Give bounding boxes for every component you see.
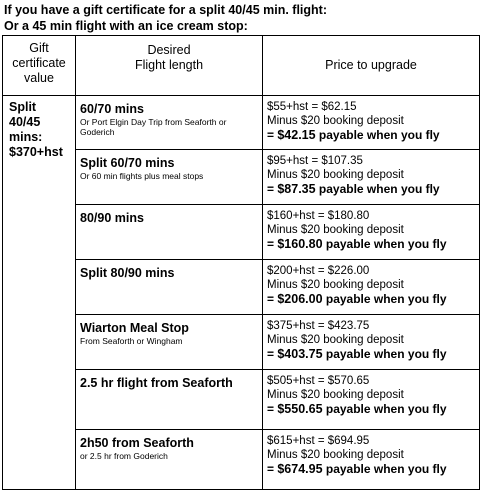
flight-length-cell (76, 96, 263, 150)
flight-name: 2.5 hr flight from Seaforth (80, 376, 233, 390)
payable-prefix: = (267, 347, 278, 361)
payable-suffix: payable when you fly (322, 462, 447, 476)
flight-name: 60/70 mins (80, 102, 144, 116)
payable-prefix: = (267, 182, 278, 196)
price-cell (263, 260, 480, 315)
column-header-gift-certificate (3, 36, 76, 96)
flight-length-cell (76, 315, 263, 370)
payable-prefix: = (267, 292, 278, 306)
payable-suffix: payable when you fly (315, 182, 440, 196)
payable-amount: $206.00 (277, 292, 323, 306)
booking-deposit: Minus $20 booking deposit (267, 448, 404, 461)
booking-deposit: Minus $20 booking deposit (267, 278, 404, 291)
flight-name: 2h50 from Seaforth (80, 436, 194, 450)
flight-name: 80/90 mins (80, 211, 144, 225)
column-header-label: Desired Flight length (134, 43, 204, 72)
payable-suffix: payable when you fly (322, 292, 447, 306)
flight-note: Or 60 min flights plus meal stops (80, 171, 204, 181)
payable-amount: $160.80 (277, 237, 323, 251)
flight-note: or 2.5 hr from Goderich (80, 451, 168, 461)
flight-length-cell (76, 370, 263, 430)
flight-length-cell (76, 260, 263, 315)
payable-amount-line (267, 128, 476, 143)
price-calculation: $200+hst = $226.00 (267, 265, 370, 277)
heading-line-2: Or a 45 min flight with an ice cream stop: (4, 19, 248, 33)
price-cell (263, 205, 480, 260)
booking-deposit: Minus $20 booking deposit (267, 114, 404, 127)
payable-suffix: payable when you fly (322, 347, 447, 361)
payable-prefix: = (267, 402, 278, 416)
price-cell (263, 370, 480, 430)
flight-length-cell (76, 430, 263, 490)
gift-certificate-cell (3, 96, 76, 490)
booking-deposit: Minus $20 booking deposit (267, 168, 404, 181)
price-cell (263, 96, 480, 150)
flight-note: From Seaforth or Wingham (80, 336, 183, 346)
payable-amount: $403.75 (277, 347, 323, 361)
column-header-label: Price to upgrade (325, 58, 417, 72)
payable-amount-line (267, 182, 476, 197)
price-calculation: $505+hst = $570.65 (267, 375, 370, 387)
booking-deposit: Minus $20 booking deposit (267, 388, 404, 401)
payable-amount-line (267, 237, 476, 252)
column-header-flight-length (76, 36, 263, 96)
column-header-price (263, 36, 480, 96)
payable-amount: $42.15 (277, 128, 316, 142)
payable-prefix: = (267, 462, 278, 476)
price-calculation: $95+hst = $107.35 (267, 155, 363, 167)
payable-prefix: = (267, 237, 278, 251)
price-cell (263, 315, 480, 370)
payable-amount: $674.95 (277, 462, 323, 476)
flight-length-cell (76, 150, 263, 205)
booking-deposit: Minus $20 booking deposit (267, 333, 404, 346)
flight-name: Wiarton Meal Stop (80, 321, 189, 335)
booking-deposit: Minus $20 booking deposit (267, 223, 404, 236)
payable-amount-line (267, 292, 476, 307)
heading-line-1: If you have a gift certificate for a split 40/45 min. flight: (4, 3, 327, 17)
price-cell (263, 150, 480, 205)
flight-note: Or Port Elgin Day Trip from Seaforth or Goderich (80, 117, 227, 137)
payable-amount-line (267, 347, 476, 362)
payable-amount-line (267, 402, 476, 417)
price-calculation: $160+hst = $180.80 (267, 210, 370, 222)
flight-name: Split 60/70 mins (80, 156, 175, 170)
price-cell (263, 430, 480, 490)
payable-amount-line (267, 462, 476, 477)
table-header-row (3, 36, 480, 96)
upgrade-price-table (2, 35, 480, 490)
page-heading (4, 2, 327, 34)
flight-name: Split 80/90 mins (80, 266, 175, 280)
payable-suffix: payable when you fly (322, 237, 447, 251)
table-row (3, 96, 480, 150)
flight-length-cell (76, 205, 263, 260)
payable-amount: $550.65 (277, 402, 323, 416)
price-calculation: $55+hst = $62.15 (267, 101, 357, 113)
payable-prefix: = (267, 128, 278, 142)
price-calculation: $615+hst = $694.95 (267, 435, 370, 447)
payable-amount: $87.35 (277, 182, 316, 196)
payable-suffix: payable when you fly (322, 402, 447, 416)
gift-certificate-value: Split 40/45 mins: $370+hst (9, 100, 63, 159)
column-header-label: Gift certificate value (12, 41, 66, 85)
payable-suffix: payable when you fly (315, 128, 440, 142)
price-calculation: $375+hst = $423.75 (267, 320, 370, 332)
